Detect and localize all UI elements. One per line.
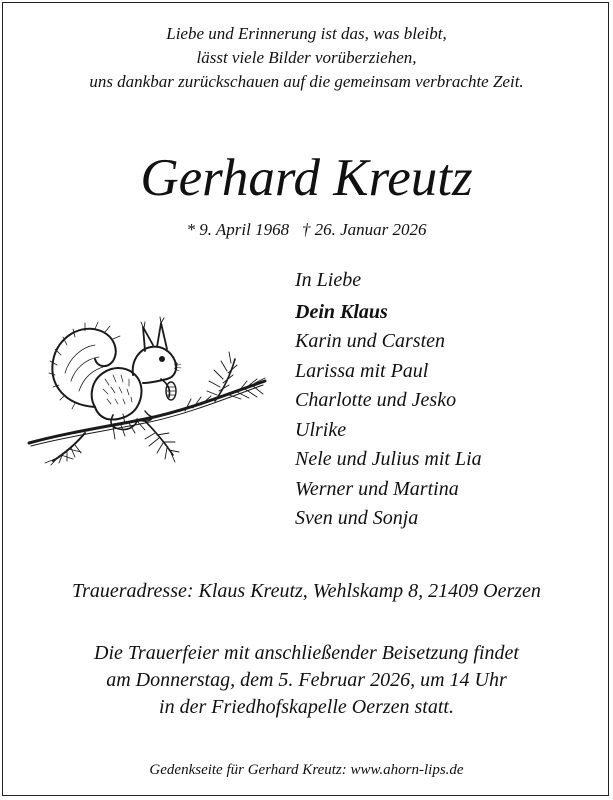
service-line: in der Friedhofskapelle Oerzen statt.	[159, 696, 454, 718]
motto-line: lässt viele Bilder vorüberziehen,	[196, 48, 417, 67]
mourner-name: Karin und Carsten	[295, 330, 446, 352]
service-line: Die Trauerfeier mit anschließender Beisetzung findet	[94, 642, 519, 664]
motto-line: Liebe und Erinnerung ist das, was bleibt,	[166, 24, 447, 43]
mourners-list	[295, 266, 482, 534]
mourner-name: Larissa mit Paul	[295, 359, 429, 382]
life-dates: * 9. April 1968 † 26. Januar 2026	[186, 220, 427, 239]
mourner-name: Sven und Sonja	[295, 507, 419, 529]
funeral-service-notice	[0, 640, 613, 721]
mourner-name: Charlotte und Jesko	[295, 389, 457, 411]
mourner-name: Nele und Julius mit Lia	[295, 448, 482, 470]
motto-verse	[0, 22, 613, 94]
memorial-page-link: Gedenkseite für Gerhard Kreutz: www.ahorn-lips.de	[149, 762, 464, 778]
mourner-lead: Dein Klaus	[295, 300, 388, 323]
squirrel-on-branch-icon	[25, 315, 270, 475]
service-line: am Donnerstag, dem 5. Februar 2026, um 14 Uhr	[106, 669, 507, 691]
mourners-intro: In Liebe	[295, 269, 362, 291]
deceased-name: Gerhard Kreutz	[140, 149, 473, 207]
mourner-name: Werner und Martina	[295, 477, 459, 500]
motto-line: uns dankbar zurückschauen auf die gemeinsam verbrachte Zeit.	[89, 72, 524, 91]
mourning-address: Traueradresse: Klaus Kreutz, Wehlskamp 8, 21409 Oerzen	[72, 580, 541, 602]
mourner-name: Ulrike	[295, 418, 347, 441]
